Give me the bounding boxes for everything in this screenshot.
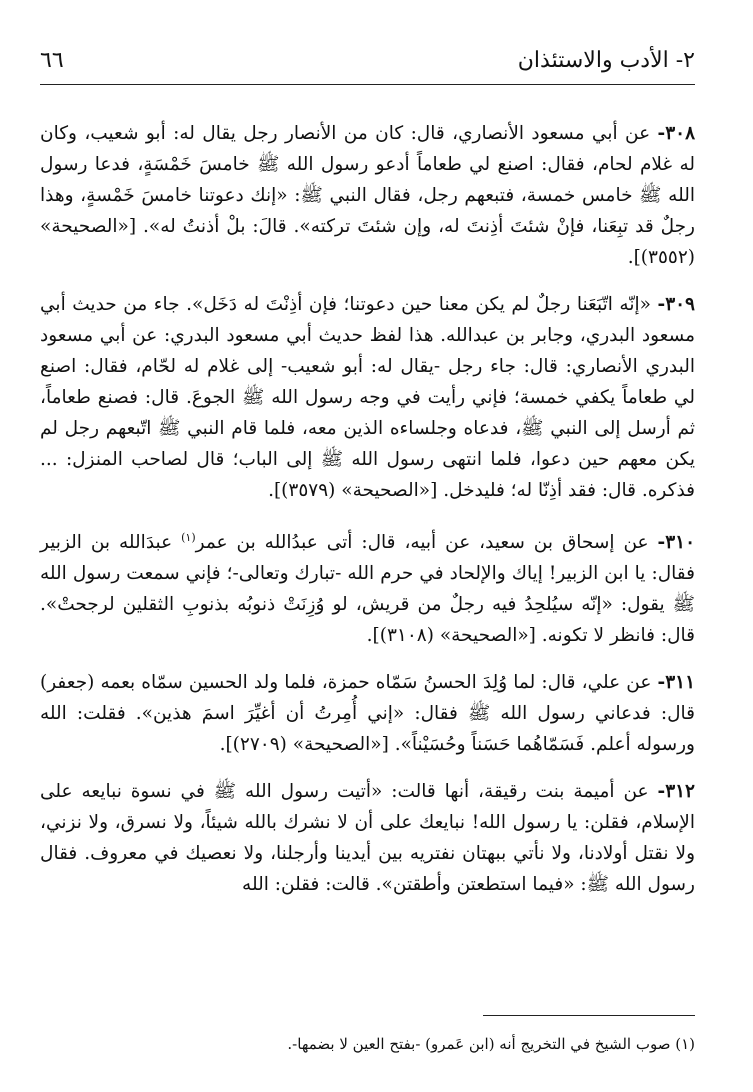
hadith-number: ٣١١- [657, 672, 696, 694]
chapter-title: ٢- الأدب والاستئذان [517, 48, 695, 73]
hadith-text: عن إسحاق بن سعيد، عن أبيه، قال: أتى عبدُالله بن عمر [195, 532, 649, 554]
hadith-number: ٣٠٩- [657, 294, 695, 315]
hadith-312 [40, 776, 695, 900]
hadith-number: ٣١٠- [657, 532, 696, 554]
page-header [40, 44, 695, 84]
page-body [40, 118, 695, 916]
hadith-311 [40, 667, 695, 760]
hadith-number: ٣٠٨- [657, 123, 696, 144]
hadith-310 [40, 522, 695, 651]
hadith-text: عن أميمة بنت رقيقة، أنها قالت: «أتيت رسول الله ﷺ في نسوة نبايعه على الإسلام، فقلن: يا رسول الله! نبايعك على أن لا نشرك بالله شيئاً، ولا نسرق، ولا نزني، ولا نقتل أولادنا، ولا نأتي ببهتان نفتريه بين أيدينا وأرجلنا، ولا نعصيك في معروف. فقال رسول الله ﷺ: «فيما استطعتن وأطقتن». قالت: فقلن: الله [40, 781, 695, 896]
header-rule [40, 84, 695, 85]
hadith-308 [40, 118, 695, 273]
page-number: ٦٦ [40, 48, 64, 73]
hadith-309 [40, 289, 695, 506]
hadith-text: «إنّه اتّبَعَنا رجلٌ لم يكن معنا حين دعوتنا؛ فإن أذِنْتَ له دَخَل». جاء من حديث أبي مسعود البدري، وجابر بن عبدالله. هذا لفظ حديث أبي مسعود البدري: عن أبي مسعود البدري الأنصاري: قال: جاء رجل -يقال له: أبو شعيب- إلى غلام له لحّام، فقال: اصنع لي طعاماً يكفي خمسة؛ فإني رأيت في وجه رسول الله ﷺ الجوعَ. قال: فصنع طعاماً، ثم أرسل إلى النبي ﷺ، فدعاه وجلساءه الذين معه، فلما قام النبي ﷺ اتّبعهم رجل لم يكن معهم حين دعوا، فلما انتهى رسول الله ﷺ إلى الباب؛ قال لصاحب المنزل: ... فذكره. قال: فقد أذِنّا له؛ فليدخل. [«الصحيحة» (٣٥٧٩)]. [40, 294, 695, 501]
hadith-text: عن علي، قال: لما وُلِدَ الحسنُ سَمّاه حمزة، فلما ولد الحسين سمّاه بعمه (جعفر) قال: فدعاني رسول الله ﷺ فقال: «إني أُمِرتُ أن أغيِّرَ اسمَ هذين». فقلت: الله ورسوله أعلم. فَسَمّاهُما حَسَناً وحُسَيْناً». [«الصحيحة» (٢٧٠٩)]. [40, 672, 695, 756]
hadith-number: ٣١٢- [657, 781, 695, 803]
footnote: (١) صوب الشيخ في التخريج أنه (ابن عَمرو) -بفتح العين لا بضمها-. [287, 1035, 695, 1053]
hadith-text-continued: عبدَالله بن الزبير فقال: يا ابن الزبير! إياك والإلحاد في حرم الله -تبارك وتعالى-؛ فإني سمعت رسول الله ﷺ يقول: «إنّه سيُلحِدُ فيه رجلٌ من قريش، لو وُزِنَتْ ذنوبُه بذنوبِ الثقلين لرجحتْ». قال: فانظر لا تكونه. [«الصحيحة» (٣١٠٨)]. [40, 532, 695, 647]
hadith-text: عن أبي مسعود الأنصاري، قال: كان من الأنصار رجل يقال له: أبو شعيب، وكان له غلام لحام، فقال: اصنع لي طعاماً أدعو رسول الله ﷺ خامسَ خَمْسَةٍ، فدعا رسول الله ﷺ خامس خمسة، فتبعهم رجل، فقال النبي ﷺ: «إنك دعوتنا خامسَ خَمْسةٍ، وهذا رجلٌ قد تبِعَنا، فإنْ شئتَ أذِنتَ له، وإن شئتَ تركته». قالَ: بلْ أذنتُ له». [«الصحيحة» (٣٥٥٢)]. [40, 123, 695, 268]
footnote-reference[interactable]: (١) [181, 531, 196, 544]
footnote-rule [483, 1015, 695, 1016]
